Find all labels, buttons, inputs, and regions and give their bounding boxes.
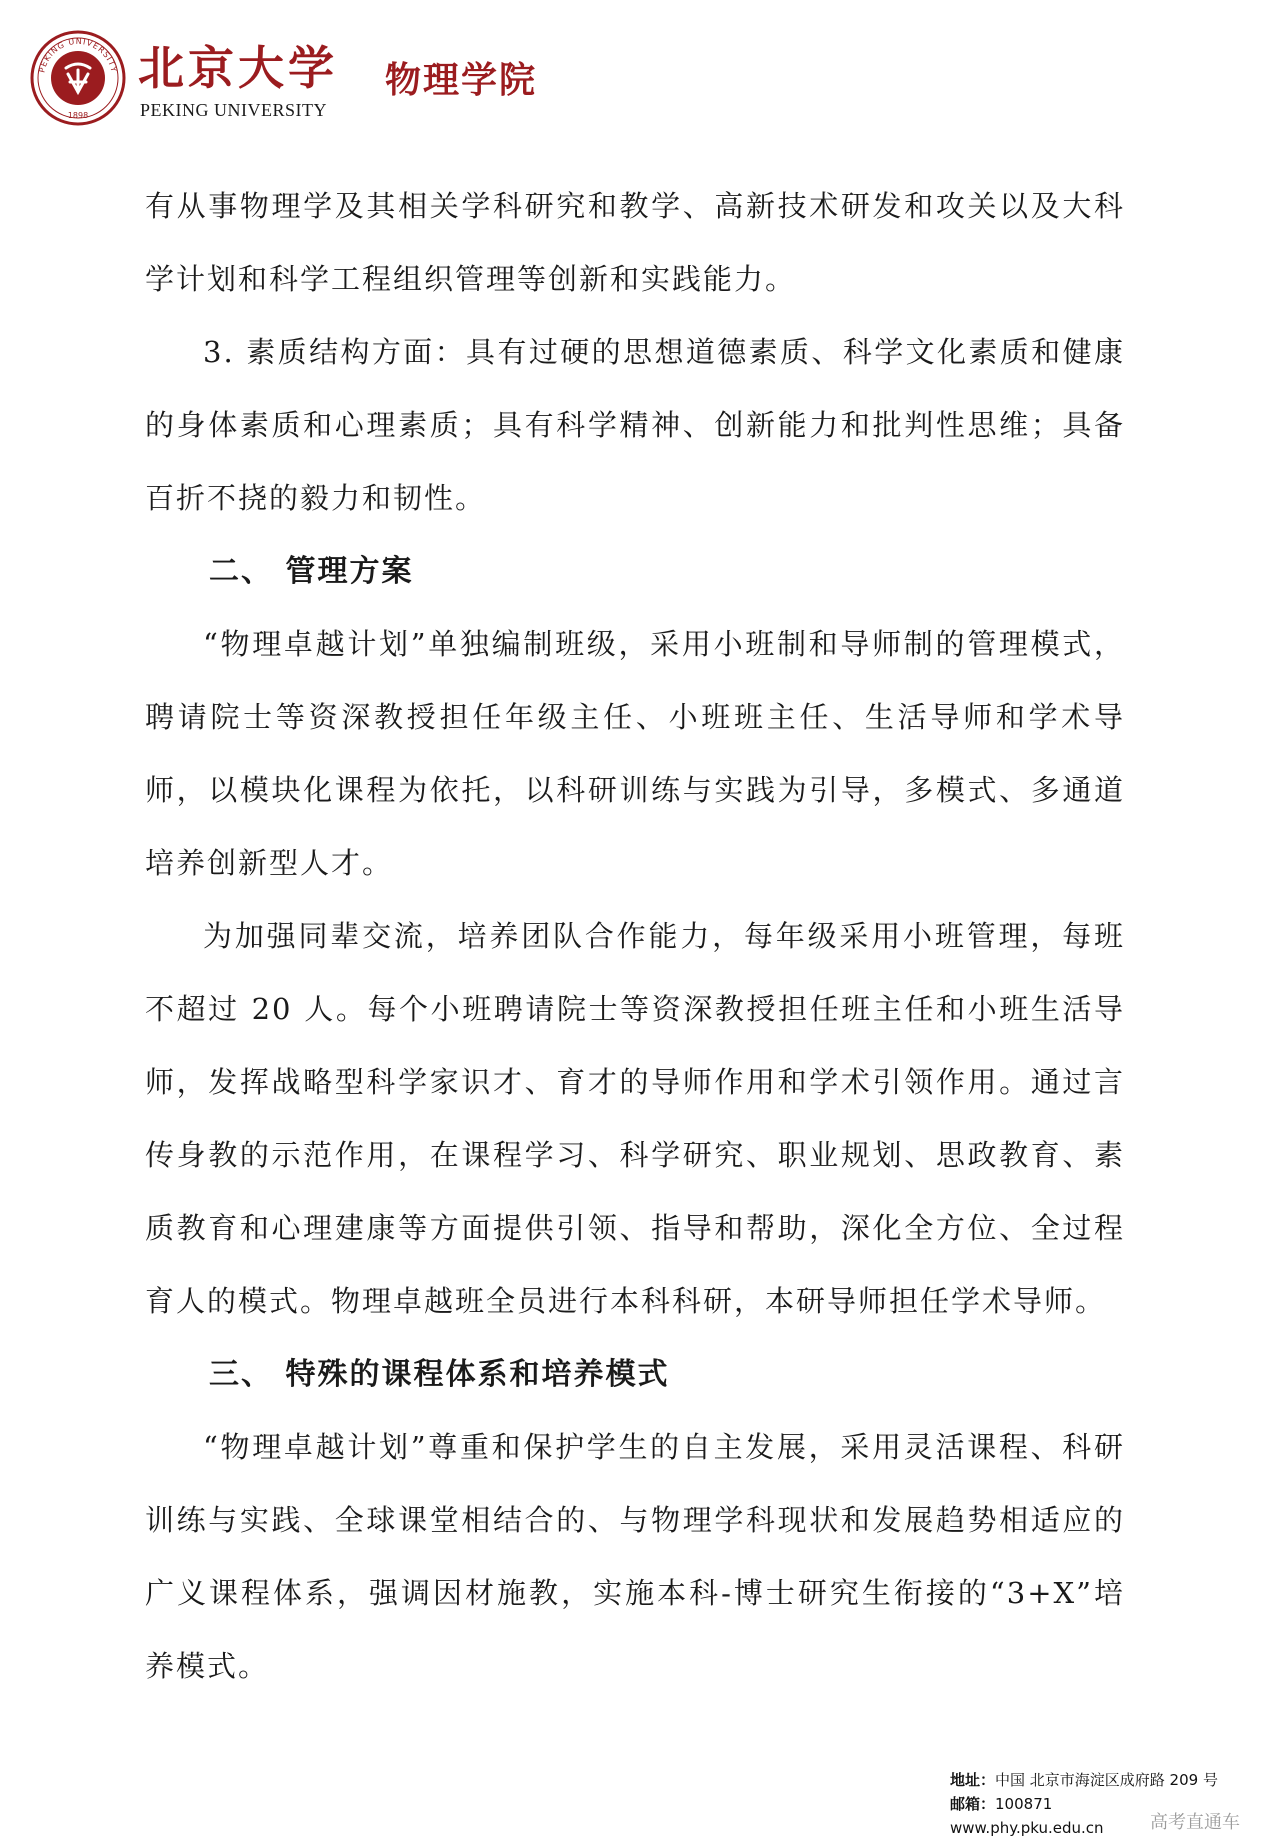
paragraph-curriculum: “物理卓越计划”尊重和保护学生的自主发展，采用灵活课程、科研训练与实践、全球课堂相结合的、与物理学科现状和发展趋势相适应的广义课程体系，强调因材施教，实施本科-博士研究生衔接的“3+X”培养模式。 [145, 1430, 1125, 1683]
footer-address [950, 1768, 1218, 1792]
paragraph-quality-structure: 3. 素质结构方面：具有过硬的思想道德素质、科学文化素质和健康的身体素质和心理素质；具有科学精神、创新能力和批判性思维；具备百折不挠的毅力和韧性。 [145, 335, 1125, 515]
peking-university-seal [30, 30, 126, 126]
logo-english: PEKING UNIVERSITY [140, 100, 327, 120]
paragraph-small-class: 为加强同辈交流，培养团队合作能力，每年级采用小班管理，每班不超过 20 人。每个小班聘请院士等资深教授担任班主任和小班生活导师，发挥战略型科学家识才、育才的导师作用和学术引领作用。通过言传身教的示范作用，在课程学习、科学研究、职业规划、思政教育、素质教育和心理建康等方面提供引领、指导和帮助，深化全方位、全过程育人的模式。物理卓越班全员进行本科科研，本研导师担任学术导师。 [145, 919, 1125, 1318]
paragraph-management-model: “物理卓越计划”单独编制班级，采用小班制和导师制的管理模式，聘请院士等资深教授担任年级主任、小班班主任、生活导师和学术导师，以模块化课程为依托，以科研训练与实践为引导，多模式、多通道培养创新型人才。 [145, 627, 1125, 880]
address-value: 中国 北京市海淀区成府路 209 号 [995, 1771, 1218, 1789]
footer-website: www.phy.pku.edu.cn [950, 1819, 1104, 1837]
seal-text-top: PEKING UNIVERSITY [37, 36, 119, 74]
logo-chinese: 北京大学 [138, 41, 338, 95]
postcode-label: 邮箱： [950, 1795, 996, 1813]
document-body [145, 170, 1125, 1703]
department-name: 物理学院 [385, 60, 538, 101]
page-header [30, 30, 630, 130]
seal-year: 1898 [67, 111, 89, 120]
postcode-value: 100871 [995, 1795, 1053, 1813]
watermark: 高考直通车 [1150, 1812, 1240, 1833]
section-heading-curriculum: 三、 特殊的课程体系和培养模式 [209, 1357, 670, 1392]
section-heading-management: 二、 管理方案 [209, 554, 414, 589]
paragraph-capability: 有从事物理学及其相关学科研究和教学、高新技术研发和攻关以及大科学计划和科学工程组织管理等创新和实践能力。 [145, 189, 1125, 296]
address-label: 地址： [950, 1771, 996, 1789]
